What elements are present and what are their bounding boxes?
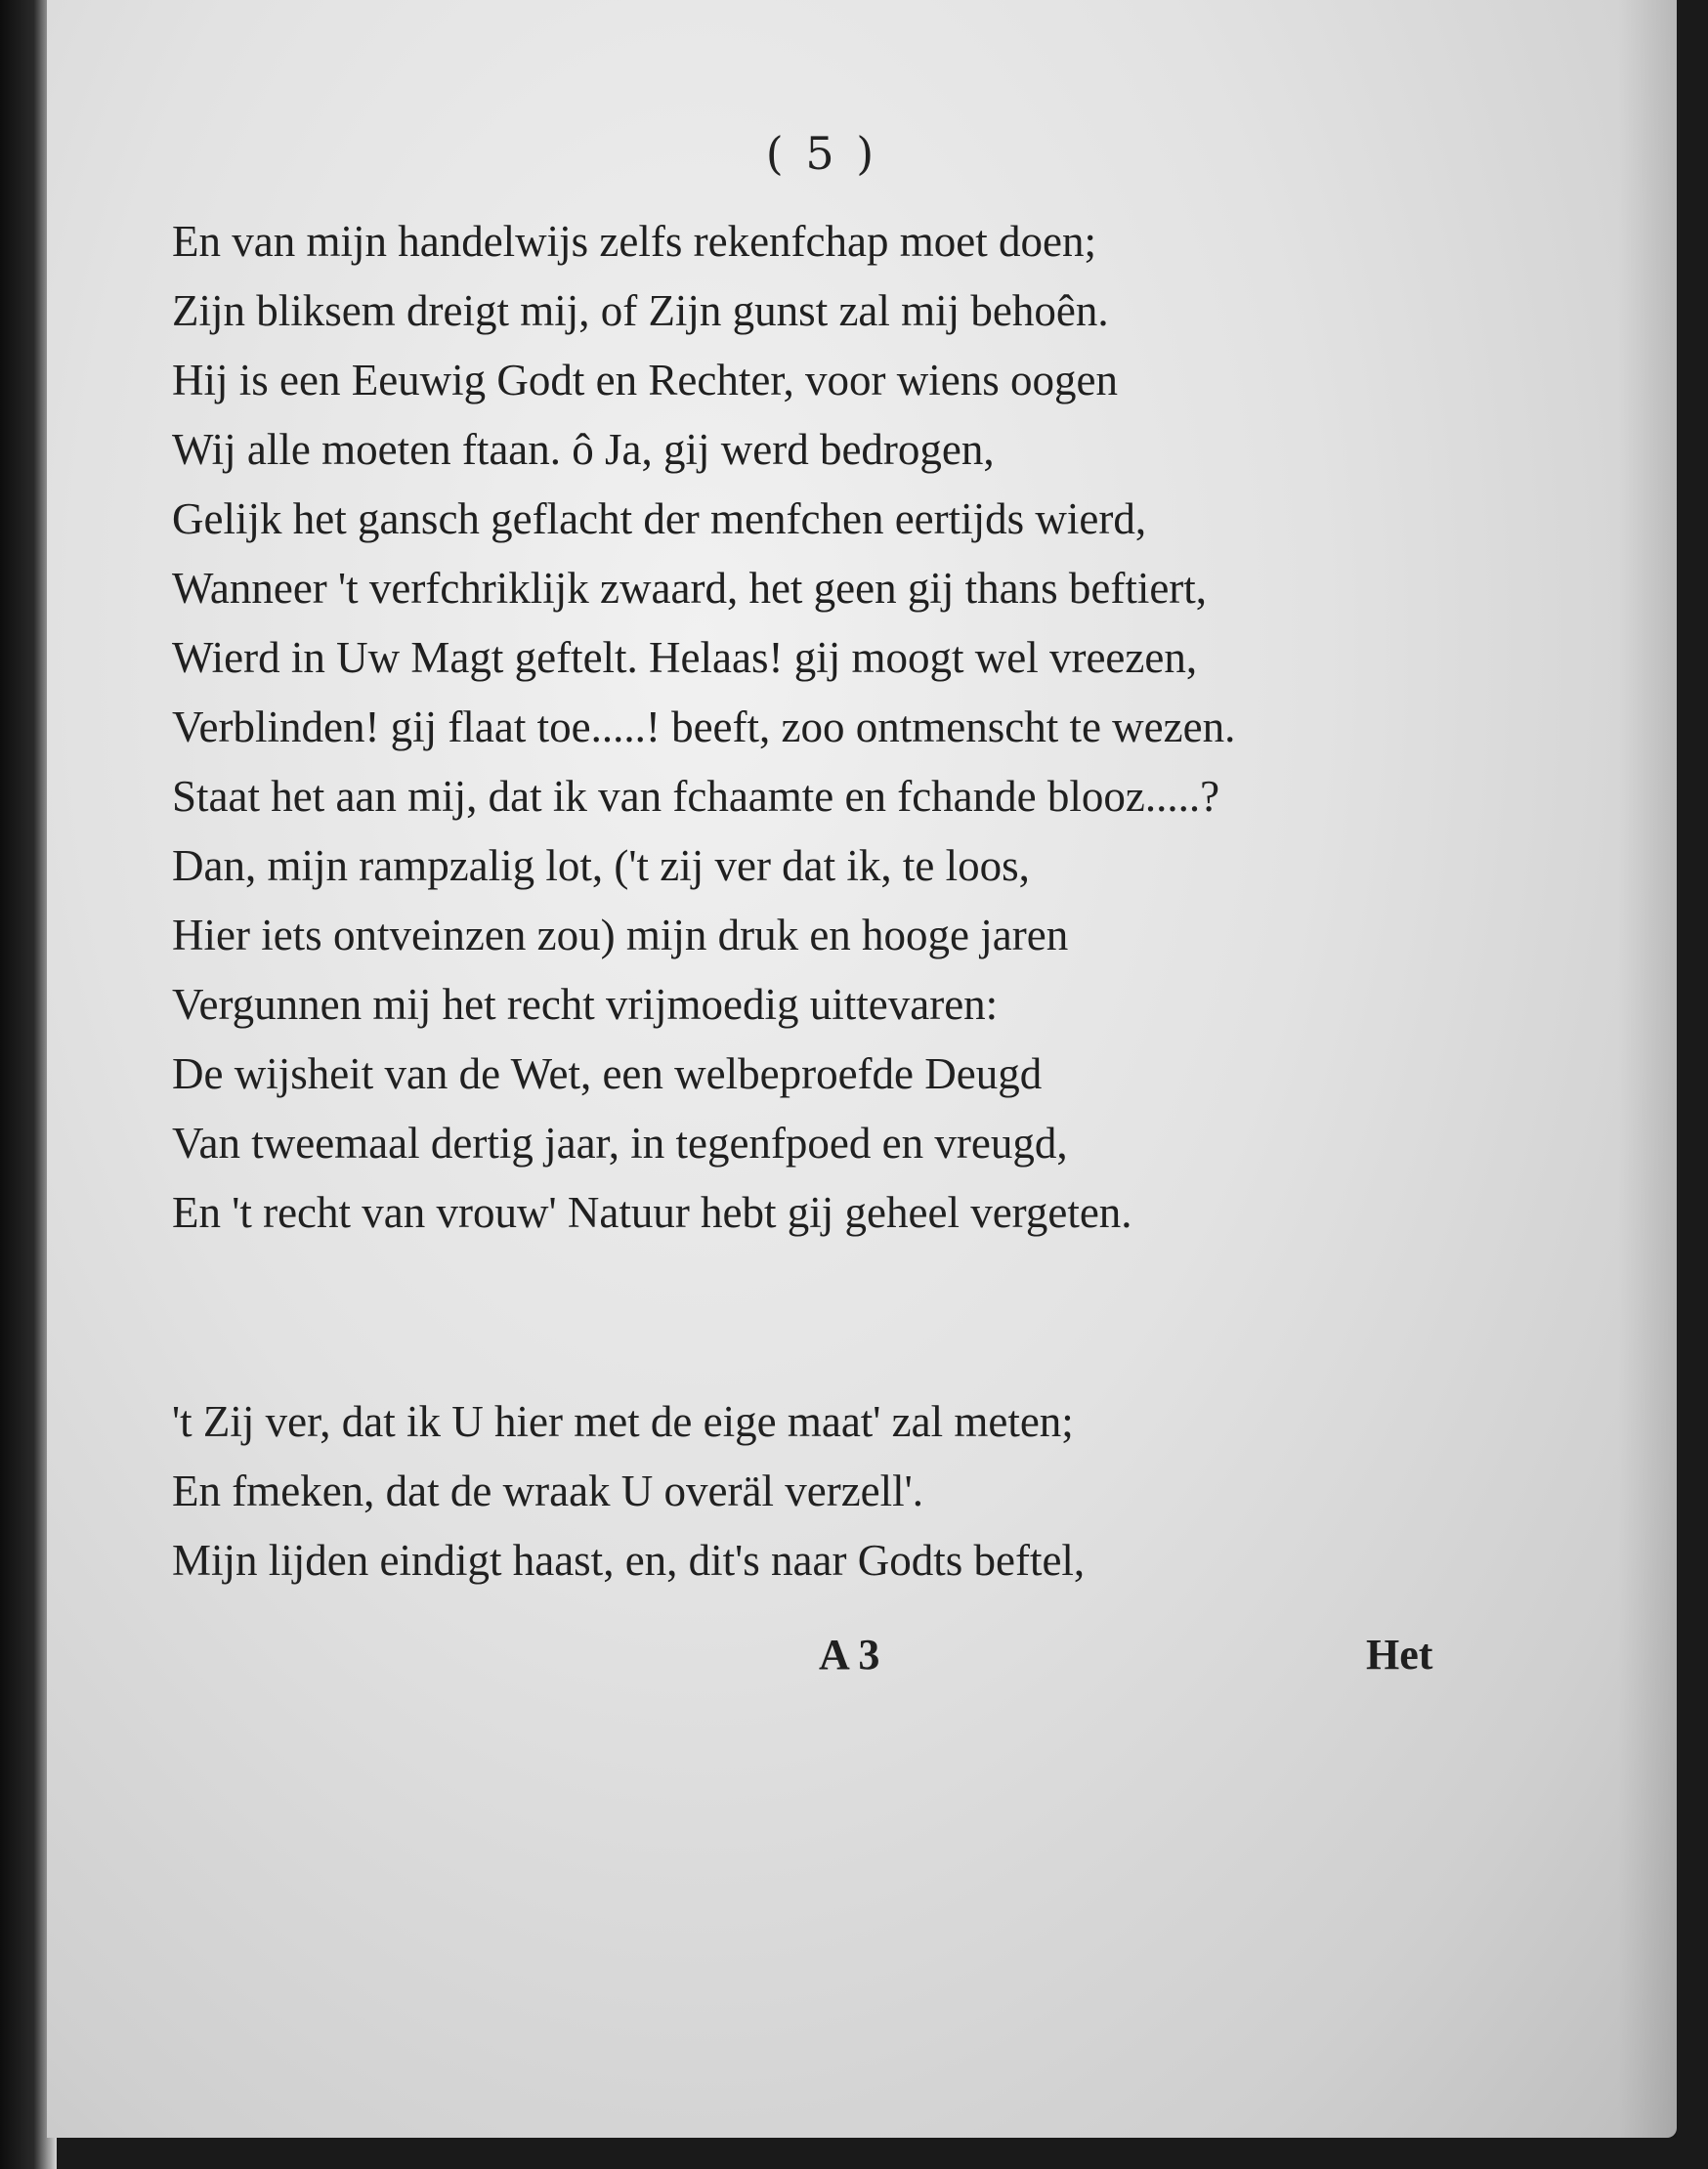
poem-line: 't Zij ver, dat ik U hier met de eige maat' zal meten;	[172, 1397, 1074, 1446]
signature-mark: A 3	[819, 1631, 880, 1679]
poem-stanza-1	[172, 207, 1235, 1248]
poem-line: Zijn bliksem dreigt mij, of Zijn gunst zal mij behoên.	[172, 286, 1109, 335]
page-number: ( 5 )	[765, 127, 878, 180]
poem-line: Mijn lijden eindigt haast, en, dit's naar Godts beftel,	[172, 1536, 1086, 1585]
poem-line: Wierd in Uw Magt geftelt. Helaas! gij moogt wel vreezen,	[172, 633, 1198, 682]
poem-line: Staat het aan mij, dat ik van fchaamte en fchande blooz.....?	[172, 772, 1220, 821]
poem-line: Hier iets ontveinzen zou) mijn druk en hooge jaren	[172, 911, 1069, 959]
poem-line: Verblinden! gij flaat toe.....! beeft, zoo ontmenscht te wezen.	[172, 702, 1236, 751]
poem-line: Wij alle moeten ftaan. ô Ja, gij werd bedrogen,	[172, 425, 995, 474]
poem-line: Dan, mijn rampzalig lot, ('t zij ver dat ik, te loos,	[172, 841, 1030, 890]
poem-stanza-2	[172, 1387, 1085, 1595]
poem-line: Hij is een Eeuwig Godt en Rechter, voor wiens oogen	[172, 356, 1118, 404]
poem-line: Van tweemaal dertig jaar, in tegenfpoed en vreugd,	[172, 1119, 1068, 1168]
catchword: Het	[1366, 1631, 1433, 1679]
poem-line: Wanneer 't verfchriklijk zwaard, het geen gij thans beftiert,	[172, 564, 1208, 613]
poem-line: En fmeken, dat de wraak U overäl verzell'.	[172, 1467, 923, 1515]
poem-line: De wijsheit van de Wet, een welbeproefde Deugd	[172, 1049, 1043, 1098]
poem-line: En 't recht van vrouw' Natuur hebt gij geheel vergeten.	[172, 1188, 1132, 1237]
poem-line: En van mijn handelwijs zelfs rekenfchap moet doen;	[172, 217, 1096, 266]
poem-line: Vergunnen mij het recht vrijmoedig uittevaren:	[172, 980, 999, 1029]
book-page	[47, 0, 1677, 2138]
poem-line: Gelijk het gansch geflacht der menfchen eertijds wierd,	[172, 494, 1147, 543]
